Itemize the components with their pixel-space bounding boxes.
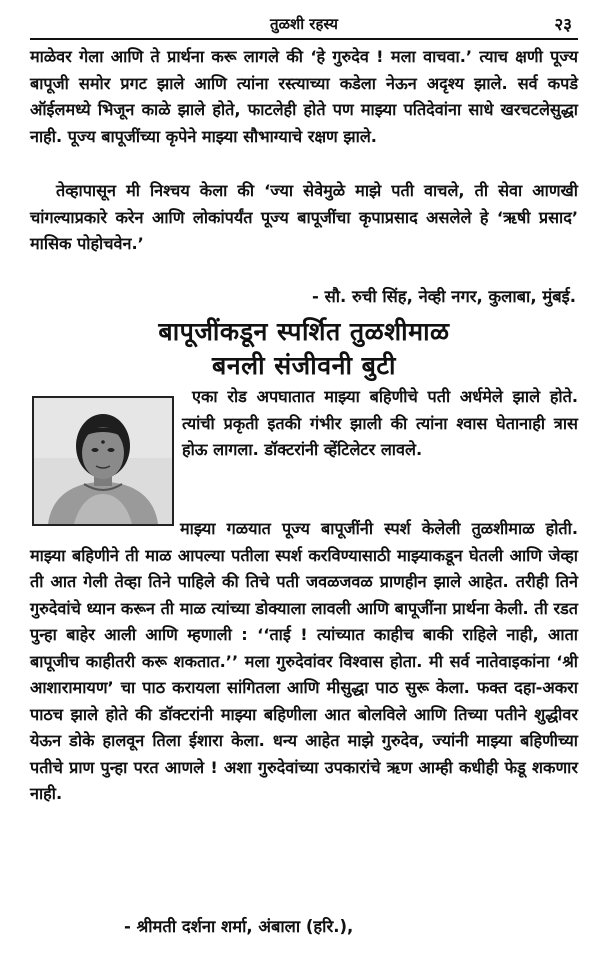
running-header — [30, 10, 578, 40]
story1-attribution: - सौ. रुची सिंह, नेव्ही नगर, कुलाबा, मुंबई. — [311, 287, 576, 306]
story1-paragraph-2: तेव्हापासून मी निश्चय केला की ‘ज्या सेवेमुळे माझे पती वाचले, ती सेवा आणखी चांगल्याप्रकारे करेन आणि लोकांपर्यंत पूज्य बापूजींचा कृपाप्रसाद असलेले हे ‘ऋषी प्रसाद’ मासिक पोहोचवेन.’ — [30, 181, 578, 253]
story1-paragraph-1: माळेवर गेला आणि ते प्रार्थना करू लागले की ‘हे गुरुदेव ! मला वाचवा.’ त्याच क्षणी पूज्य बापूजी समोर प्रगट झाले आणि त्यांना रस्त्याच्या कडेला नेऊन अदृश्य झाले. सर्व कपडे ऑईलमध्ये भिजून काळे झाले होते, फाटलेही होते पण माझ्या पतिदेवांना साधे खरचटलेसुद्धा नाही. पूज्य बापूजींच्या कृपेने माझ्या सौभाग्याचे रक्षण झाले. — [30, 47, 578, 146]
header-rule — [30, 38, 578, 40]
page-number: २३ — [554, 15, 572, 35]
running-title: तुळशी रहस्य — [270, 15, 338, 33]
story2-attribution: - श्रीमती दर्शना शर्मा, अंबाला (हरि.), — [124, 917, 354, 936]
story2-paragraph-2: माझ्या गळयात पूज्य बापूजींनी स्पर्श केलेली तुळशीमाळ होती. माझ्या बहिणीने ती माळ आपल्या पतीला स्पर्श करविण्यासाठी माझ्याकडून घेतली आणि जेव्हा ती आत गेली तेव्हा तिने पाहिले की तिचे पती जवळजवळ प्राणहीन झाले आहेत. तरीही तिने गुरुदेवांचे ध्यान करून ती माळ त्यांच्या डोक्याला लावली आणि बापूजींना प्रार्थना केली. ती रडत पुन्हा बाहेर आली आणि म्हणाली : ‘‘ताई ! त्यांच्यात काहीच बाकी राहिले नाही, आता बापूजीच काहीतरी करू शकतात.’’ मला गुरुदेवांवर विश्वास होता. मी सर्व नातेवाइकांना ‘श्री आशारामायण’ चा पाठ करायला सांगितला आणि मीसुद्धा पाठ सुरू केला. फक्त दहा-अकरा पाठच झाले होते की डॉक्टरांनी माझ्या बहिणीला आत बोलविले आणि तिच्या पतीने शुद्धीवर येऊन डोके हालवून तिला ईशारा केला. धन्य आहेत माझे गुरुदेव, ज्यांनी माझ्या बहिणीच्या पतीचे प्राण पुन्हा परत आणले ! अशा गुरुदेवांच्या उपकारांचे ऋण आम्ही कधीही फेडू शकणार नाही. — [30, 519, 578, 803]
woman-portrait-icon — [34, 398, 172, 524]
portrait-photo — [32, 396, 174, 526]
story2-headline-line-2: बनली संजीवनी बुटी — [211, 351, 396, 380]
story2-headline-line-1: बापूजींकडून स्पर्शित तुळशीमाळ — [158, 317, 450, 346]
story2-paragraph-1: एका रोड अपघातात माझ्या बहिणीचे पती अर्धमेले झाले होते. त्यांची प्रकृती इतकी गंभीर झाली की त्यांना श्वास घेतानाही त्रास होऊ लागला. डॉक्टरांनी व्हेंटिलेटर लावले. — [182, 387, 578, 459]
